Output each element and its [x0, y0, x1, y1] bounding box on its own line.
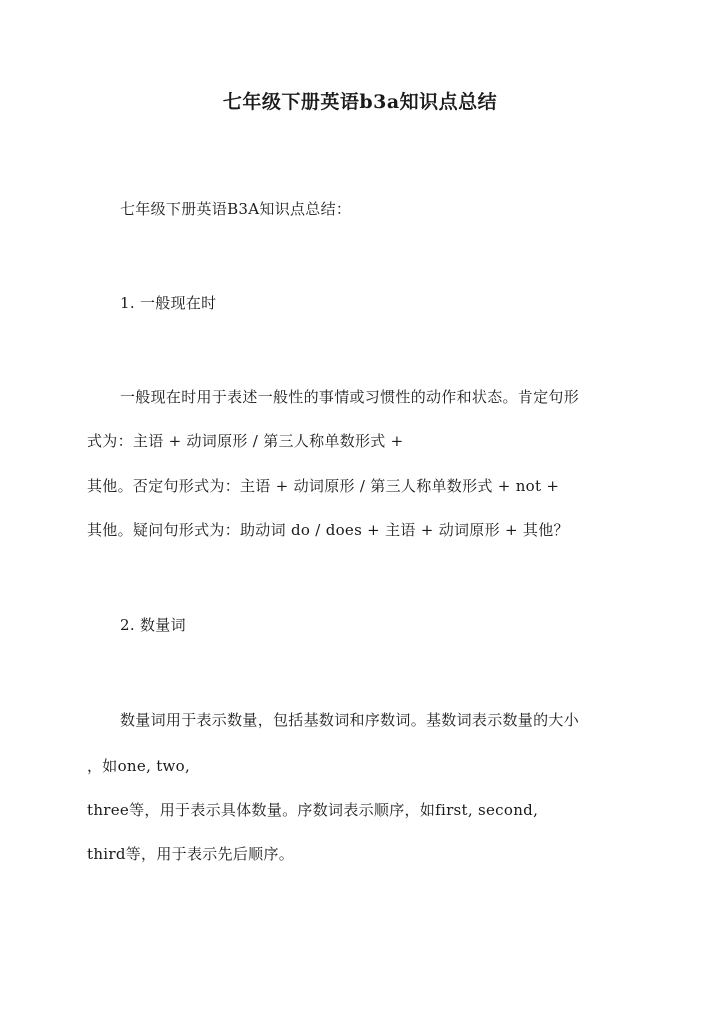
paragraph-line: 一般现在时用于表述一般性的事情或习惯性的动作和状态。肯定句形 — [120, 388, 580, 406]
paragraph-line: ，如one, two, — [87, 757, 191, 775]
paragraph-line: 式为：主语 + 动词原形 / 第三人称单数形式 + — [87, 432, 404, 450]
document-title: 七年级下册英语b3a知识点总结 — [222, 91, 498, 113]
section-heading-numerals: 2. 数量词 — [120, 616, 186, 634]
paragraph-line: third等，用于表示先后顺序。 — [87, 845, 295, 863]
paragraph-line: 其他。疑问句形式为：助动词 do / does + 主语 + 动词原形 + 其他？ — [87, 521, 569, 539]
paragraph-line: 数量词用于表示数量，包括基数词和序数词。基数词表示数量的大小 — [120, 711, 580, 729]
section-heading-present-tense: 1. 一般现在时 — [120, 294, 217, 312]
paragraph-line: three等，用于表示具体数量。序数词表示顺序，如first, second, — [87, 801, 539, 819]
paragraph-line: 其他。否定句形式为：主语 + 动词原形 / 第三人称单数形式 + not + — [87, 477, 560, 495]
intro-text: 七年级下册英语B3A知识点总结： — [120, 200, 352, 218]
